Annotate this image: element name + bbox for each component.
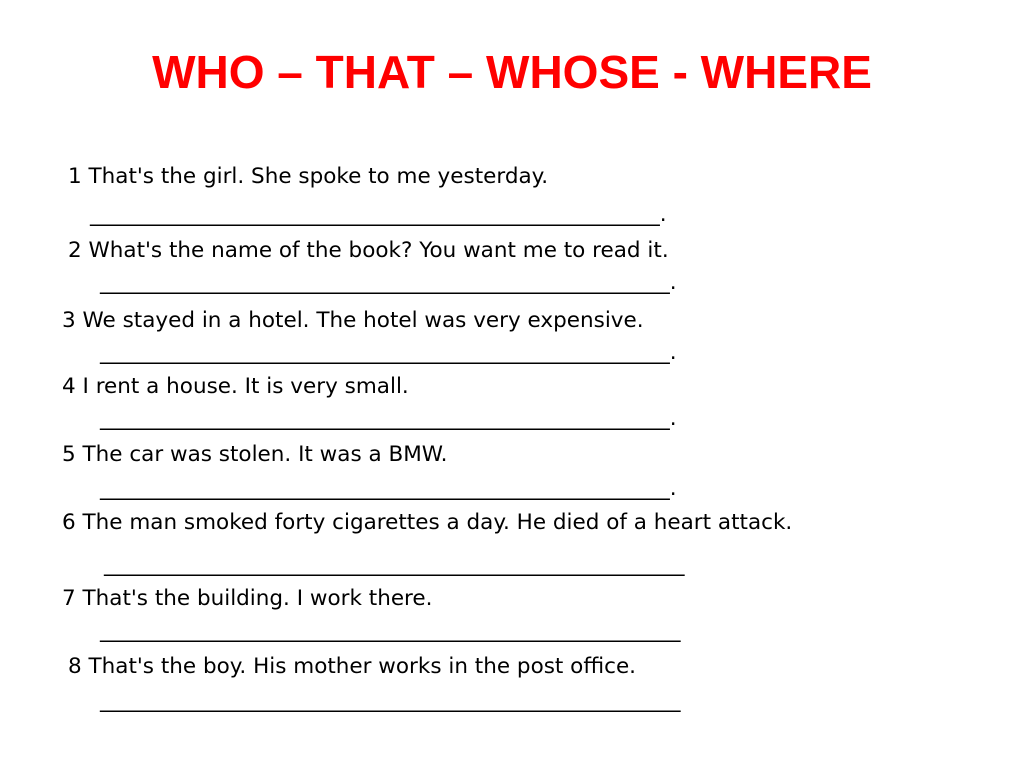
answer-line-2: _____________________________________________________. — [100, 270, 677, 295]
exercise-sentence-5: 5 The car was stolen. It was a BMW. — [62, 442, 448, 467]
answer-line-1: _____________________________________________________. — [90, 202, 667, 227]
exercise-sentence-1: 1 That's the girl. She spoke to me yesterday. — [68, 164, 549, 189]
answer-line-3: _____________________________________________________. — [100, 340, 677, 365]
answer-line-7: ______________________________________________________ — [100, 618, 681, 643]
page-title: WHO – THAT – WHOSE - WHERE — [152, 46, 872, 98]
exercise-sentence-7: 7 That's the building. I work there. — [62, 586, 433, 611]
answer-line-5: _____________________________________________________. — [100, 476, 677, 501]
exercise-sentence-3: 3 We stayed in a hotel. The hotel was very expensive. — [62, 308, 644, 333]
answer-line-8: ______________________________________________________ — [100, 688, 681, 713]
exercise-sentence-6: 6 The man smoked forty cigarettes a day. He died of a heart attack. — [62, 510, 793, 535]
answer-line-4: _____________________________________________________. — [100, 406, 677, 431]
exercise-sentence-8: 8 That's the boy. His mother works in the post office. — [68, 654, 637, 679]
exercise-sentence-4: 4 I rent a house. It is very small. — [62, 374, 409, 399]
exercise-sentence-2: 2 What's the name of the book? You want me to read it. — [68, 238, 669, 263]
answer-line-6: ______________________________________________________ — [104, 552, 685, 577]
